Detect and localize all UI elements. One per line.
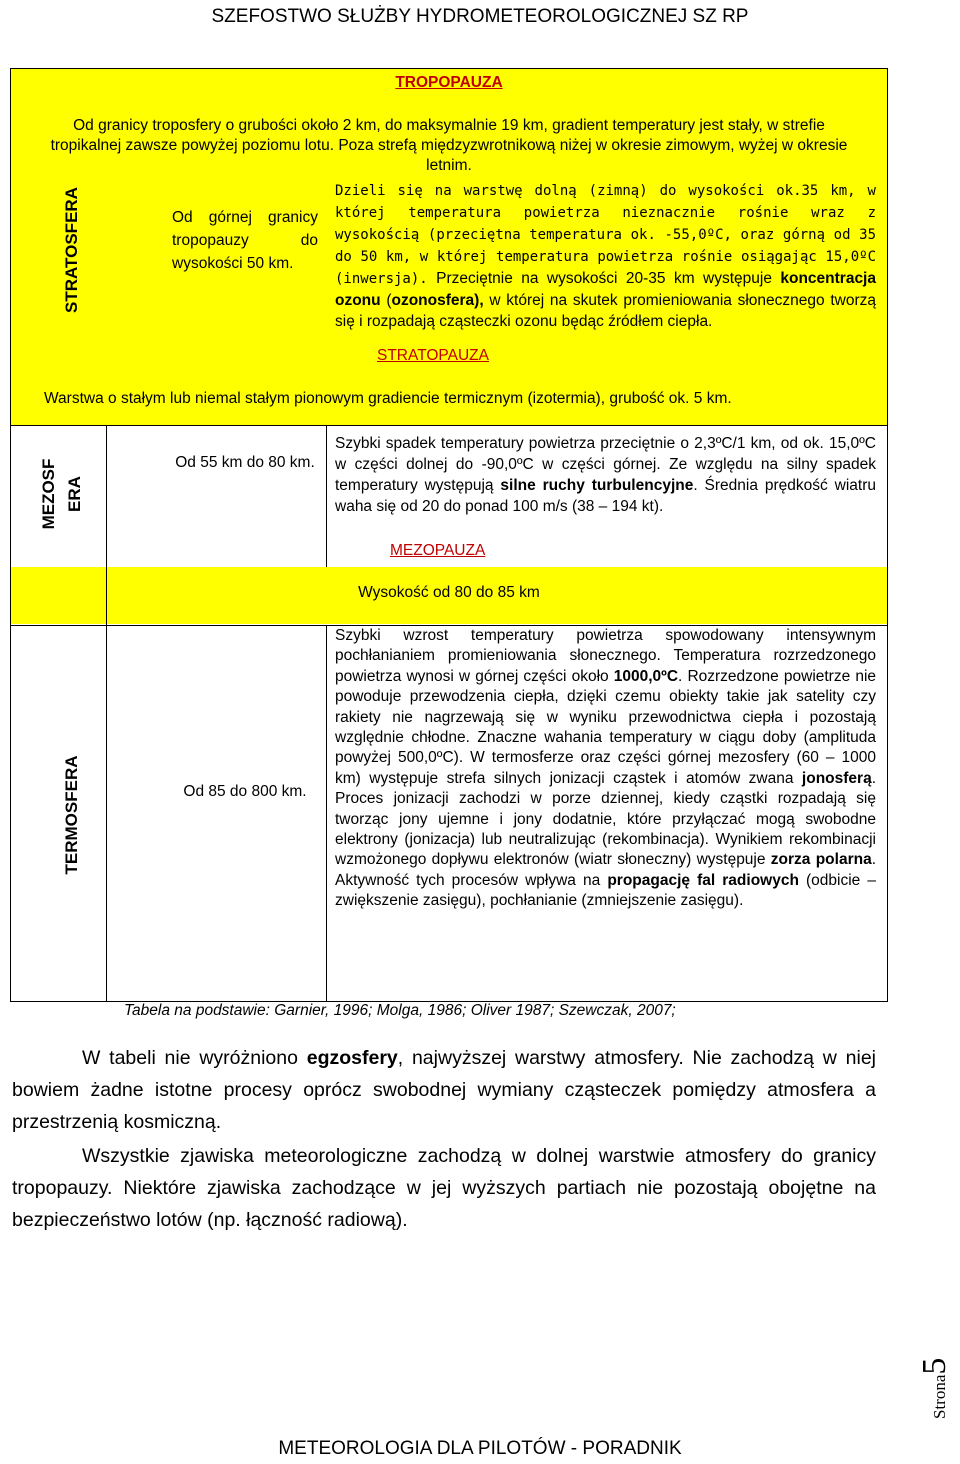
paragraph-zjawiska: Wszystkie zjawiska meteorologiczne zachodzą w dolnej warstwie atmosfery do granicy tropopauzy. Niektóre zjawiska zachodzące w jej wyższych partiach nie pozostają obojętne na bezpieczeństwo lotów (np. łączność radiową).: [12, 1145, 876, 1231]
stratosfera-desc: Dzieli się na warstwę dolną (zimną) do wysokości ok.35 km, w której temperatura powietrza nieznacznie rośnie wraz z wysokością (przeciętna temperatura ok. -55,0ºC, oraz górną od 35 do 50 km, w której temperatura powietrza rośnie osiągając 15,0ºC (inwersja). Przeciętnie na wysokości 20-35 km występuje koncentracja ozonu (ozonosfera), w której na skutek promieniowania słonecznego tworzą się i rozpadają cząsteczki ozonu będąc źródłem ciepła.: [335, 183, 877, 330]
mezosfera-desc: Szybki spadek temperatury powietrza przeciętnie o 2,3ºC/1 km, od ok. 15,0ºC w części dolnej do -90,0ºC w części górnej. Ze względu na silny spadek temperatury występują silne ruchy turbulencyjne. Średnia prędkość wiatru waha się od 20 do ponad 100 m/s (38 – 194 kt).: [335, 435, 876, 515]
paragraph-egzosfera: W tabeli nie wyróżniono egzosfery, najwyższej warstwy atmosfery. Nie zachodzą w niej bowiem żadne istotne procesy oprócz swobodnej wymiany cząsteczek pomiędzy atmosfera a przestrzenią kosmiczną.: [12, 1047, 876, 1133]
termosfera-label: TERMOSFERA: [62, 755, 81, 875]
row-divider: [10, 425, 888, 426]
termosfera-range: Od 85 do 800 km.: [183, 783, 307, 800]
mezopauza-text: Wysokość od 80 do 85 km: [358, 584, 540, 601]
tropopauza-text: Od granicy troposfery o grubości około 2 km, do maksymalnie 19 km, gradient temperatury jest stały, w strefie tropikalnej zawsze powyżej poziomu lotu. Poza strefą międzyzwrotnikową niżej w okresie zimowym, wyżej w okresie letnim.: [50, 117, 848, 174]
col-divider: [326, 425, 327, 567]
col-divider: [106, 625, 107, 1001]
page-number: Strona5: [916, 1357, 953, 1419]
stratosfera-label: STRATOSFERA: [62, 187, 81, 313]
mezopauza-title: MEZOPAUZA: [390, 542, 486, 559]
page-header: SZEFOSTWO SŁUŻBY HYDROMETEOROLOGICZNEJ SZ RP: [211, 6, 749, 27]
mezosfera-range: Od 55 km do 80 km.: [175, 454, 315, 471]
tropopauza-title: TROPOPAUZA: [395, 74, 503, 91]
termosfera-desc: Szybki wzrost temperatury powietrza spowodowany intensywnym pochłanianiem promieniowania słonecznego. Temperatura rozrzedzonego powietrza wynosi w górnej części około 1000,0ºC. Rozrzedzone powietrze nie powoduje przewodzenia ciepła, dzięki czemu obiekty takie jak satelity czy rakiety nie nagrzewają się w wyniku przewodnictwa ciepła i pozostają względnie chłodne. Znaczne wahania temperatury w ciągu doby (amplituda powyżej 500,0ºC). W termosferze oraz części górnej mezosfery (60 – 1000 km) występuje strefa silnych jonizacji cząstek i atomów zwana jonosferą. Proces jonizacji zachodzi w porze dziennej, kiedy cząstki rozpadają się tworząc jony ujemne i jony dodatnie, które przyłączać mogą swobodne elektrony (jonizacja) lub neutralizując (rekombinacja). Wynikiem rekombinacji wzmożonego dopływu elektronów (wiatr słoneczny) występuje zorza polarna. Aktywność tych procesów wpływa na propagację fal radiowych (odbicie – zwiększenie zasięgu), pochłanianie (zmniejszenie zasięgu).: [335, 627, 877, 910]
page-footer: METEOROLOGIA DLA PILOTÓW - PORADNIK: [278, 1438, 682, 1459]
stratopauza-text: Warstwa o stałym lub niemal stałym pionowym gradiencie termicznym (izotermia), grubość ok. 5 km.: [44, 390, 732, 407]
mezosfera-label: MEZOSF ERA: [39, 458, 84, 530]
table-source: Tabela na podstawie: Garnier, 1996; Molga, 1986; Oliver 1987; Szewczak, 2007;: [124, 1002, 676, 1019]
stratopauza-title: STRATOPAUZA: [377, 347, 489, 364]
col-divider: [326, 625, 327, 1001]
stratosfera-range: Od górnej granicy tropopauzy do wysokości 50 km.: [172, 209, 318, 272]
